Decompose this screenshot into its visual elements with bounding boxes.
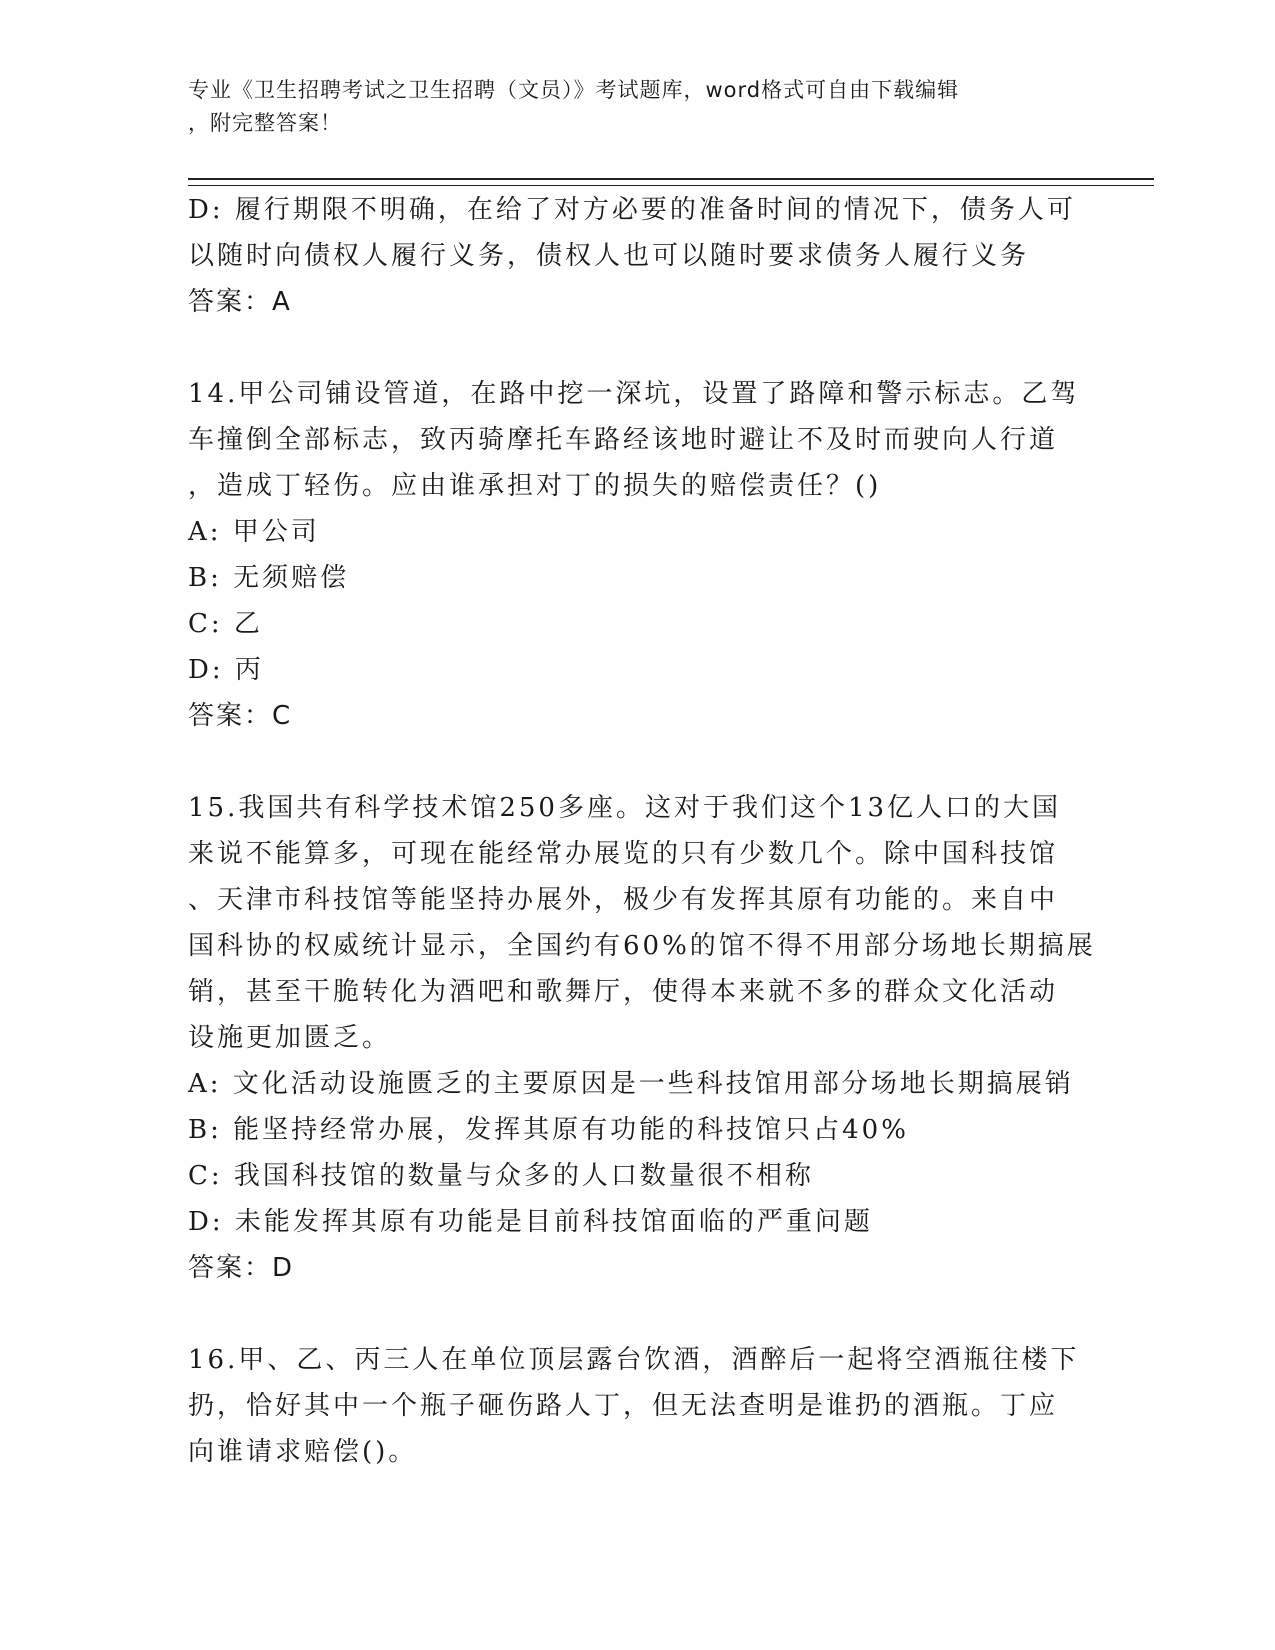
header-divider-thick <box>188 178 1154 180</box>
spacer <box>188 1291 1088 1337</box>
question-15 <box>188 785 1096 1291</box>
option-c: C: 乙 <box>188 609 263 639</box>
question-stem-line: 15.我国共有科学技术馆250多座。这对于我们这个13亿人口的大国 <box>188 793 1062 823</box>
option-d: D: 未能发挥其原有功能是目前科技馆面临的严重问题 <box>188 1207 873 1237</box>
answer-line: 答案：A <box>188 287 292 317</box>
question-stem-line: 16.甲、乙、丙三人在单位顶层露台饮酒，酒醉后一起将空酒瓶往楼下 <box>188 1345 1080 1375</box>
question-stem-line: ，造成丁轻伤。应由谁承担对丁的损失的赔偿责任？() <box>188 471 882 501</box>
option-d: D: 丙 <box>188 655 264 685</box>
question-stem-line: 车撞倒全部标志，致丙骑摩托车路经该地时避让不及时而驶向人行道 <box>188 425 1059 455</box>
option-a: A: 甲公司 <box>188 517 320 547</box>
spacer <box>188 325 1088 371</box>
header-line-2: ，附完整答案！ <box>188 111 342 135</box>
question-14 <box>188 371 1088 739</box>
header-divider-thin <box>188 185 1154 186</box>
question-16 <box>188 1337 1088 1475</box>
option-d-line: D: 履行期限不明确，在给了对方必要的准备时间的情况下，债务人可 <box>188 195 1076 225</box>
option-b: B: 能坚持经常办展，发挥其原有功能的科技馆只占40% <box>188 1115 909 1145</box>
option-b: B: 无须赔偿 <box>188 563 350 593</box>
answer-line: 答案：D <box>188 1253 295 1283</box>
previous-question-tail <box>188 187 1088 325</box>
option-a: A: 文化活动设施匮乏的主要原因是一些科技馆用部分场地长期搞展销 <box>188 1069 1074 1099</box>
document-header <box>188 74 1088 140</box>
option-c: C: 我国科技馆的数量与众多的人口数量很不相称 <box>188 1161 814 1191</box>
question-stem-line: 扔，恰好其中一个瓶子砸伤路人丁，但无法查明是谁扔的酒瓶。丁应 <box>188 1391 1059 1421</box>
question-stem-line: 、天津市科技馆等能坚持办展外，极少有发挥其原有功能的。来自中 <box>188 885 1059 915</box>
question-stem-line: 国科协的权威统计显示，全国约有60%的馆不得不用部分场地长期搞展 <box>188 931 1096 961</box>
question-stem-line: 向谁请求赔偿()。 <box>188 1437 418 1467</box>
header-line-1: 专业《卫生招聘考试之卫生招聘（文员）》考试题库，word格式可自由下载编辑 <box>188 78 960 102</box>
question-stem-line: 来说不能算多，可现在能经常办展览的只有少数几个。除中国科技馆 <box>188 839 1059 869</box>
question-stem-line: 销，甚至干脆转化为酒吧和歌舞厅，使得本来就不多的群众文化活动 <box>188 977 1059 1007</box>
question-content <box>188 187 1096 1475</box>
option-d-line: 以随时向债权人履行义务，债权人也可以随时要求债务人履行义务 <box>188 241 1030 271</box>
spacer <box>188 739 1088 785</box>
question-stem-line: 14.甲公司铺设管道，在路中挖一深坑，设置了路障和警示标志。乙驾 <box>188 379 1080 409</box>
question-stem-line: 设施更加匮乏。 <box>188 1023 392 1053</box>
answer-line: 答案：C <box>188 701 293 731</box>
